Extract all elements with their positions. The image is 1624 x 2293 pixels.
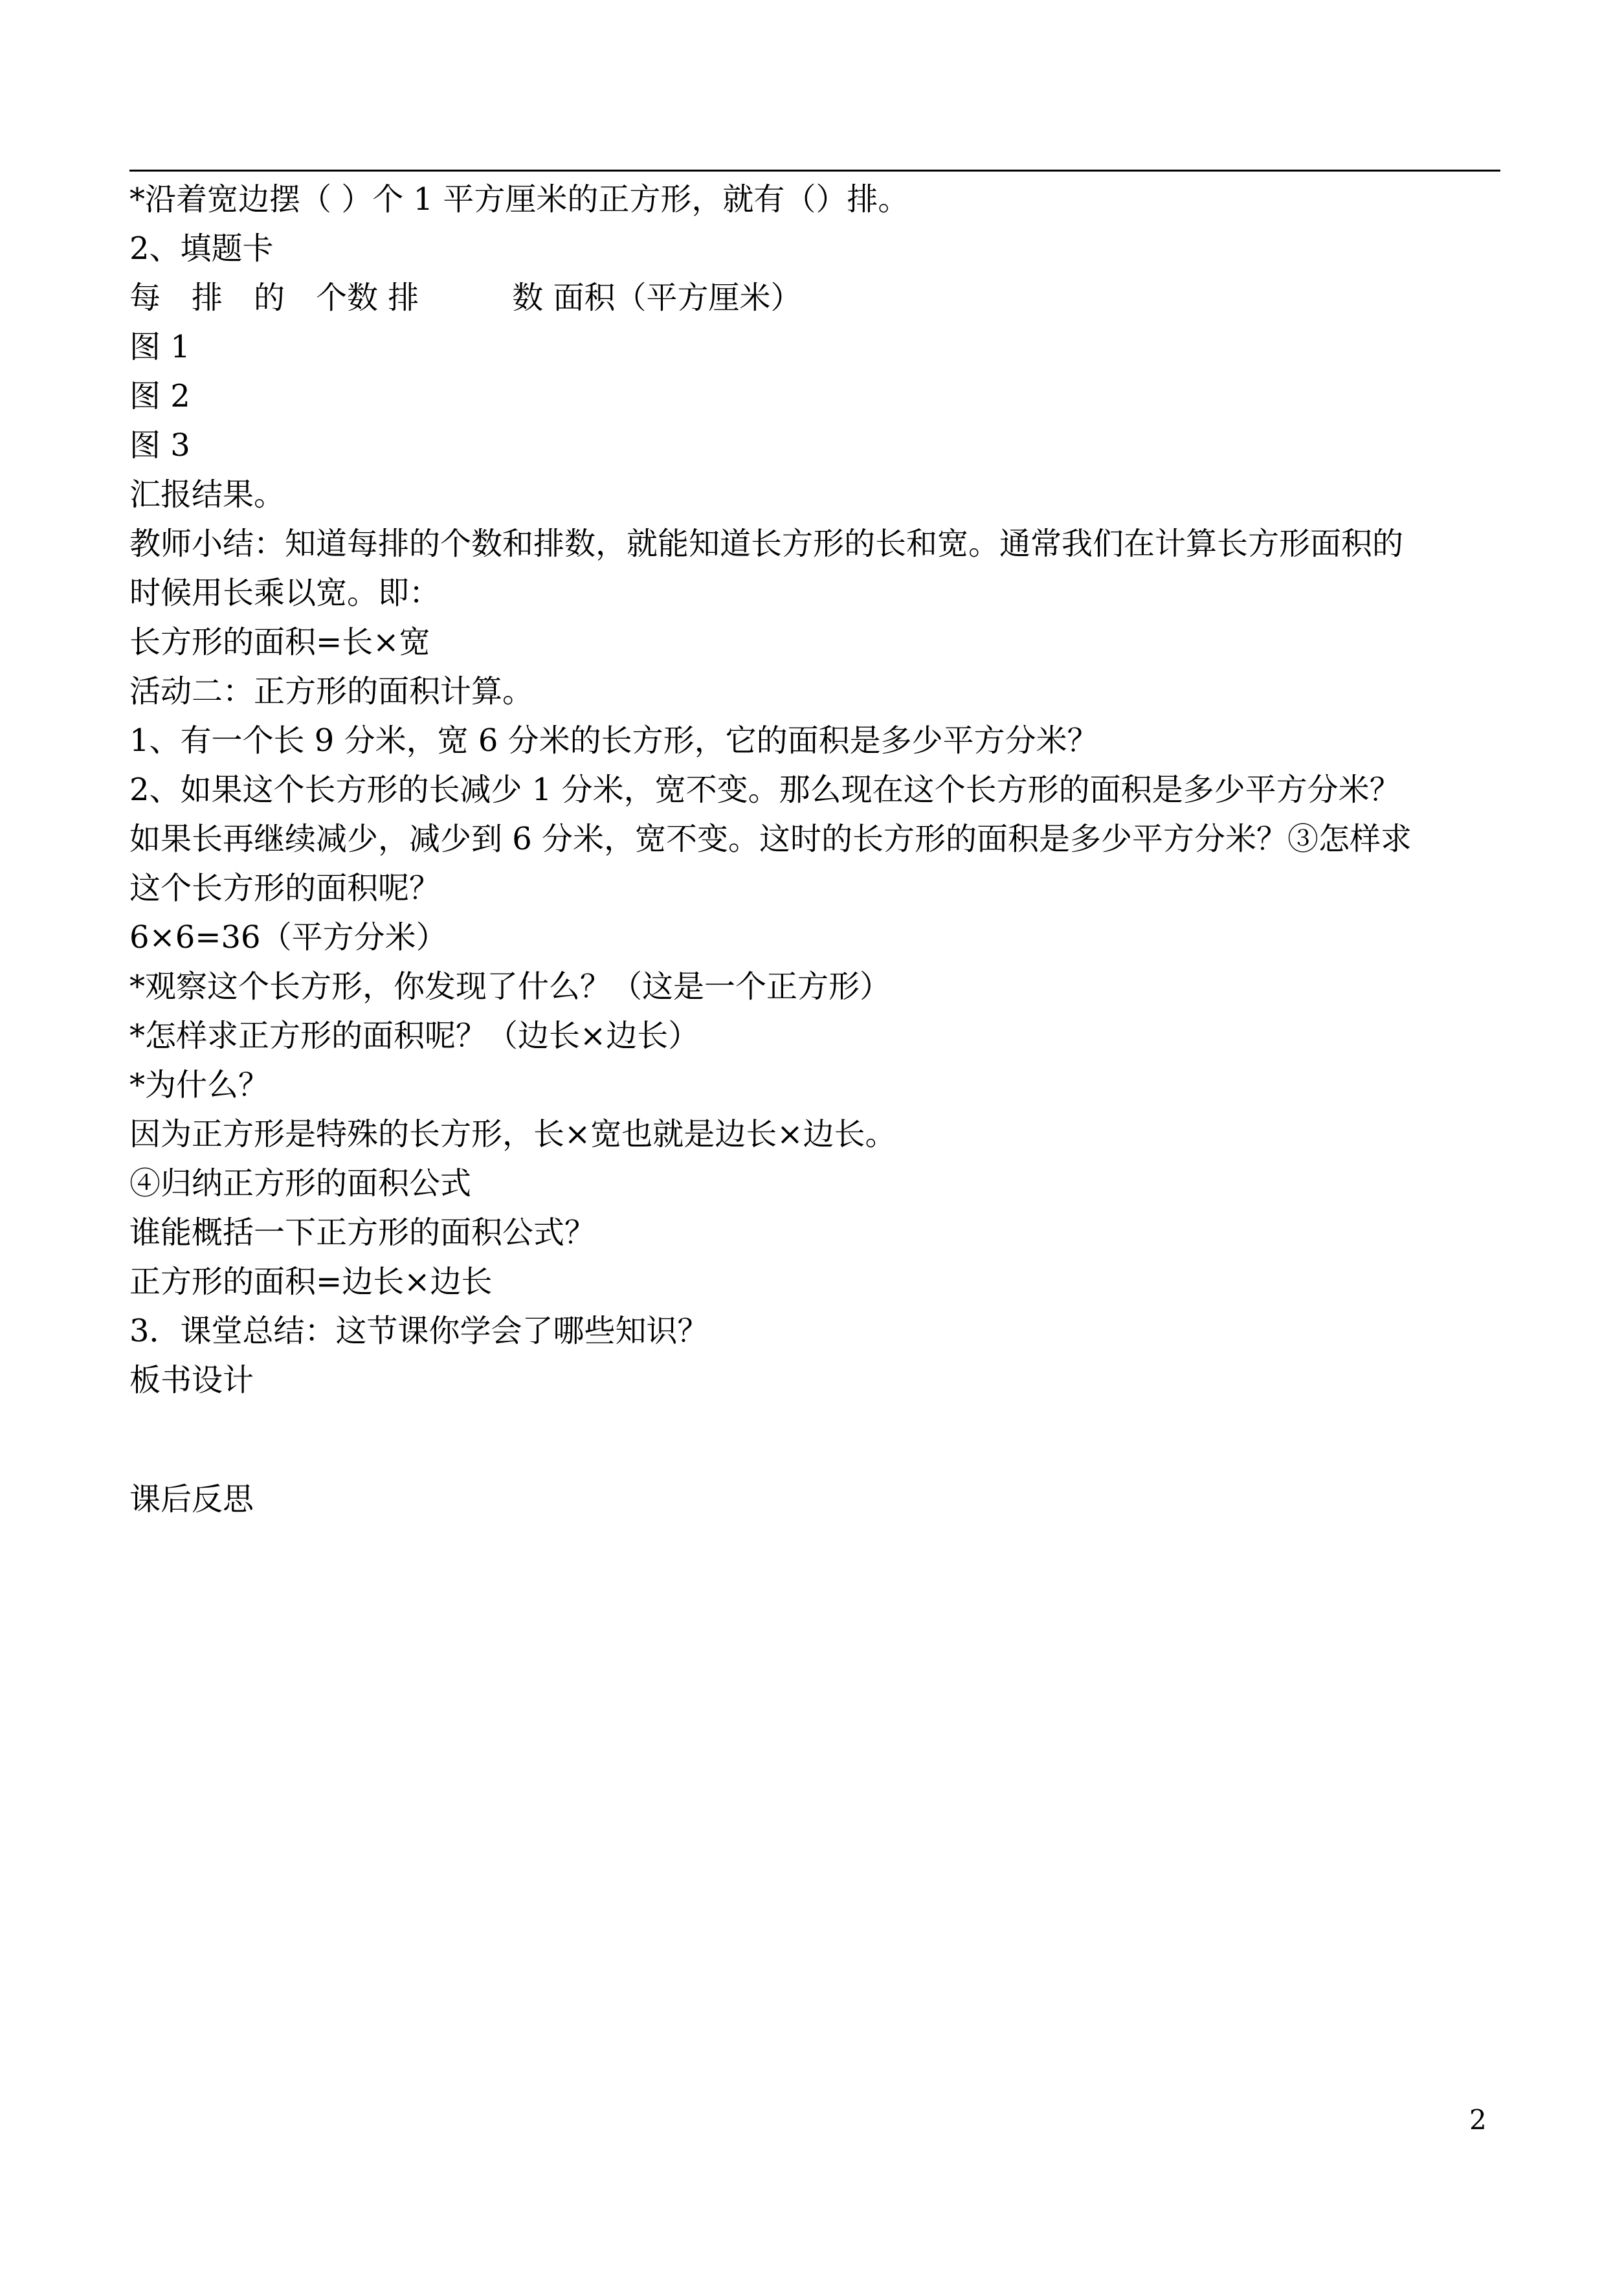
page-number: 2 (1469, 2104, 1487, 2136)
document-body (129, 175, 1500, 1524)
text-line: 时候用长乘以宽。即： (129, 575, 441, 611)
text-line: 汇报结果。 (129, 476, 285, 513)
text-line: 活动二：正方形的面积计算。 (129, 673, 534, 710)
text-line: 2、如果这个长方形的长减少 1 分米，宽不变。那么现在这个长方形的面积是多少平方分米？ (129, 772, 1401, 808)
text-line: *沿着宽边摆（ ）个 1 平方厘米的正方形，就有（）排。 (129, 181, 909, 218)
text-line: 图 1 (129, 329, 190, 365)
text-line: 1、有一个长 9 分米，宽 6 分米的长方形，它的面积是多少平方分米？ (129, 722, 1098, 759)
text-line: 这个长方形的面积呢？ (129, 870, 441, 906)
text-line: 如果长再继续减少，减少到 6 分米，宽不变。这时的长方形的面积是多少平方分米？③怎样求 (129, 821, 1412, 857)
text-line: 教师小结：知道每排的个数和排数，就能知道长方形的长和宽。通常我们在计算长方形面积的 (129, 526, 1404, 562)
text-line: ④归纳正方形的面积公式 (129, 1165, 472, 1202)
text-line: 谁能概括一下正方形的面积公式？ (129, 1214, 596, 1251)
text-line: 正方形的面积=边长×边长 (129, 1264, 493, 1300)
text-line: *观察这个长方形，你发现了什么？（这是一个正方形） (129, 968, 891, 1005)
text-line: 2、填题卡 (129, 230, 274, 267)
text-line: 长方形的面积=长×宽 (129, 624, 430, 660)
text-line: 3．课堂总结：这节课你学会了哪些知识？ (129, 1313, 709, 1349)
text-line: 板书设计 (129, 1362, 254, 1398)
header-rule (129, 170, 1500, 172)
text-line: 每 排 的 个数 排 数 面积（平方厘米） (129, 280, 802, 316)
text-line: *怎样求正方形的面积呢？（边长×边长） (129, 1018, 700, 1054)
text-line: 图 3 (129, 427, 190, 464)
text-line: 课后反思 (129, 1481, 254, 1517)
text-line: *为什么？ (129, 1067, 270, 1103)
text-line: 图 2 (129, 378, 190, 414)
text-line: 6×6=36（平方分米） (129, 919, 447, 956)
text-line: 因为正方形是特殊的长方形，长×宽也就是边长×边长。 (129, 1116, 896, 1152)
